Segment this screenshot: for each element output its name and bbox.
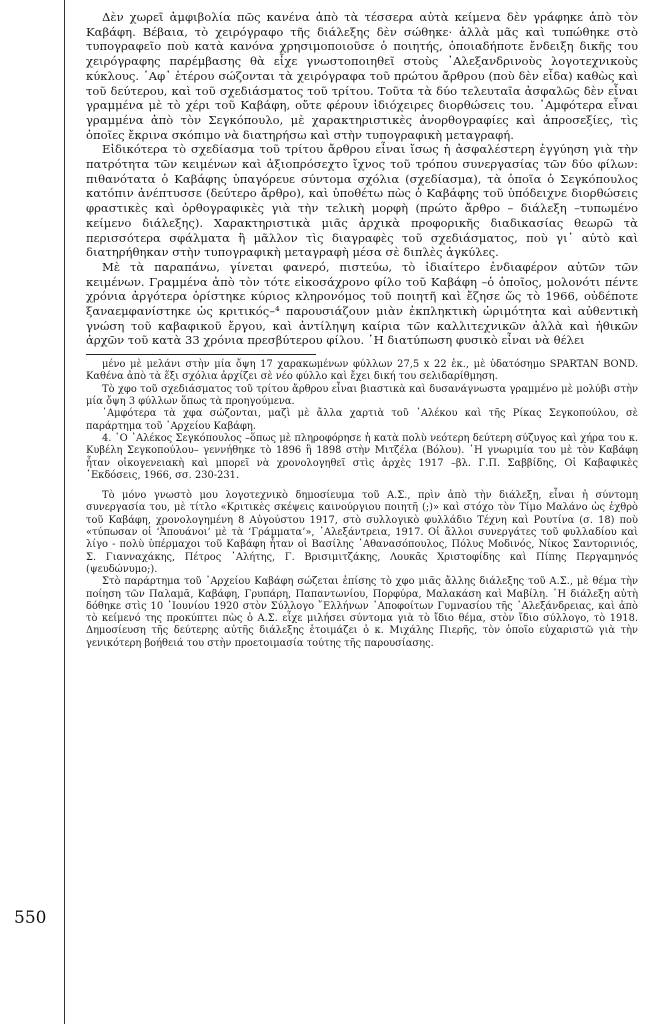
footnotes: [86, 359, 638, 650]
main-paragraph: Εἰδικότερα τὸ σχεδίασμα τοῦ τρίτου ἄρθρου εἶναι ἴσως ἡ ἀσφαλέστερη ἐγγύηση γιὰ τὴν πατρότητα τῶν κειμένων καὶ ἀξιοπρόσεχτο ἴχνος τοῦ τρόπου συνεργασίας τῶν δύο φίλων: πιθανότατα ὁ Καβάφης ὑπαγόρευε σύντομα σχόλια (σχεδίασμα), τὰ ὁποῖα ὁ Σεγκόπουλος κατόπιν ἀνέπτυσσε (δεύτερο ἄρθρο), καὶ ὑποθέτω πὼς ὁ Καβάφης τοῦ ὑπόδειχνε διορθώσεις φραστικὲς καὶ ὀρθογραφικὲς γιὰ τὴν τελικὴ μορφὴ (πρώτο ἄρθρο – διάλεξη –τυπωμένο κείμενο διάλεξης). Χαρακτηριστικὰ μιᾶς ἀρχικὰ προφορικῆς διαδικασίας θεωρῶ τὰ περισσότερα σφάλματα ἢ μᾶλλον τὶς διαγραφὲς τοῦ σχεδιάσματος, ποὺ γι᾿ αὐτὸ καὶ διατηρήθηκαν στὴν τυπογραφικὴ μεταγραφὴ μέσα σὲ διπλὲς ἀγκύλες.: [86, 142, 638, 260]
footnote-divider: [86, 354, 316, 355]
page-content: [86, 10, 638, 650]
main-paragraph: Δὲν χωρεῖ ἀμφιβολία πῶς κανένα ἀπὸ τὰ τέσσερα αὐτὰ κείμενα δὲν γράφηκε ἀπὸ τὸν Καβάφη. Βέβαια, τὸ χειρόγραφο τῆς διάλεξης δὲν σώθηκε· ἀλλὰ μᾶς καὶ τυπώθηκε στὸ τυπογραφεῖο ποὺ κατὰ κανόνα χρησιμοποιοῦσε ὁ ποιητής, ὁποιαδήποτε ἔνδειξη δικῆς του χειρόγραφης παρέμβασης θὰ εἶχε γνωστοποιηθεῖ στοὺς ᾿Αλεξανδρινοὺς λογοτεχνικοὺς κύκλους. ᾿Αφ᾿ ἑτέρου σώζονται τὰ χειρόγραφα τοῦ πρώτου ἄρθρου (ποὺ δὲν εἶδα) καθὼς καὶ τοῦ δεύτερου, καὶ τοῦ σχεδιάσματος τοῦ τρίτου. Τοῦτα τὰ δύο τελευταῖα ἀσφαλῶς δὲν εἶναι γραμμένα μὲ τὸ χέρι τοῦ Καβάφη, οὔτε φέρουν ἰδιόχειρες διορθώσεις του. ᾿Αμφότερα εἶναι γραμμένα ἀπὸ τὸν Σεγκόπουλο, μὲ χαρακτηριστικὲς ἀνορθογραφίες καὶ ἀπροσεξίες, τὶς ὁποῖες ἔκρινα σκόπιμο νὰ διατηρήσω καὶ στὴν τυπογραφικὴ μεταγραφή.: [86, 10, 638, 142]
main-text: [86, 10, 638, 348]
footnote-4: 4. ῾Ο ᾿Αλέκος Σεγκόπουλος –ὅπως μὲ πληροφόρησε ἡ κατὰ πολὺ νεότερη δεύτερη σύζυγος καὶ χήρα του κ. Κυβέλη Σεγκοπούλου– γεννήθηκε τὸ 1896 ἢ 1898 στὴν Μιτζέλα (Βόλου). ῾Η γνωριμία του μὲ τὸν Καβάφη ἦταν οἰκογενειακὴ καὶ μπορεῖ νὰ χρονολογηθεῖ στὶς ἀρχὲς 1917 –βλ. Γ.Π. Σαββίδης, Οἱ Καβαφικὲς ᾿Εκδόσεις, 1966, σσ. 230-231.: [86, 432, 638, 481]
footnote: ᾿Αμφότερα τὰ χφα σώζονται, μαζὶ μὲ ἄλλα χαρτιὰ τοῦ ᾿Αλέκου καὶ τῆς Ρίκας Σεγκοπούλου, σὲ παράρτημα τοῦ ᾿Αρχείου Καβάφη.: [86, 408, 638, 432]
page-number: 550: [14, 908, 47, 928]
footnote: Τὸ μόνο γνωστὸ μου λογοτεχνικὸ δημοσίευμα τοῦ Α.Σ., πρὶν ἀπὸ τὴν διάλεξη, εἶναι ἡ σύντομη συνεργασία του, μὲ τίτλο «Κριτικὲς σκέψεις καινούργιου ποιητῆ (;)» καὶ στόχο τὸν Τίμο Μαλάνο ὡς ἐχθρὸ τοῦ Καβάφη, χρονολογημένη 8 Αὐγούστου 1917, στὸ συλλογικὸ φυλλάδιο Τέχνη καὶ Ρουτίνα (σ. 18) ποὺ «τύπωσαν οἱ ‘Ἀπουάνοι’ μὲ τὰ ‘Γράμματα’», ᾿Αλεξάντρεια, 1917. Οἱ ἄλλοι συνεργάτες τοῦ φυλλαδίου καὶ λίγο - πολὺ ὑπέρμαχοι τοῦ Καβάφη ἦταν οἱ Βασίλης ᾿Αθανασόπουλος, Πόλυς Μοδινός, Νίκος Σαντορινιός, Σ. Γιανναχάκης, Πέτρος ᾿Αλήτης, Γ. Βρισιμιτζάκης, Λουκᾶς Χριστοφίδης καὶ Πίπης Περγαμηνός (ψευδώνυμο;).: [86, 490, 638, 575]
footnote: Στὸ παράρτημα τοῦ ᾿Αρχείου Καβάφη σώζεται ἐπίσης τὸ χφο μιᾶς ἄλλης διάλεξης τοῦ Α.Σ., μὲ θέμα τὴν ποίηση τῶν Παλαμᾶ, Καβάφη, Γρυπάρη, Παπαντωνίου, Πορφύρα, Μαλακάση καὶ Μαβίλη. ῾Η διάλεξη αὐτὴ δόθηκε στὶς 10 ᾿Ιουνίου 1920 στὸν Σύλλογο ῞Ελλήνων ᾿Αποφοίτων Γυμνασίου τῆς ᾿Αλεξάνδρειας, καὶ ἀπὸ τὸ κείμενό της προκύπτει πὼς ὁ Α.Σ. εἶχε μιλήσει σύντομα γιὰ τὸ ἴδιο θέμα, στὸν ἴδιο σύλλογο, τὸ 1918. Δημοσίευση τῆς δεύτερης αὐτῆς διάλεξης ἑτοιμάζει ὁ κ. Μιχάλης Πιερῆς, τὸν ὁποῖο εὐχαριστῶ γιὰ τὴν γενικότερη βοήθειά του στὴν προετοιμασία τούτης τῆς παρουσίασης.: [86, 576, 638, 649]
main-paragraph: Μὲ τὰ παραπάνω, γίνεται φανερό, πιστεύω, τὸ ἰδιαίτερο ἐνδιαφέρον αὐτῶν τῶν κειμένων. Γραμμένα ἀπὸ τὸν τότε εἰκοσάχρονο φίλο τοῦ Καβάφη –ὁ ὁποῖος, μολονότι πέντε χρόνια ἀργότερα ὁρίστηκε κύριος κληρονόμος τοῦ ποιητῆ καὶ ἔζησε ὥς τὸ 1966, οὐδέποτε ξαναεμφανίστηκε ὡς κριτικός–⁴ παρουσιάζουν μιὰν ἐκπληκτικὴ ὡριμότητα καὶ αὐθεντικὴ γνώση τοῦ καβαφικοῦ ἔργου, καὶ ἀντίληψη καίρια τῶν καλλιτεχνικῶν ἀλλὰ καὶ ἠθικῶν ἀρχῶν τοῦ κατὰ 33 χρόνια πρεσβύτερου φίλου. ῾Η διατύπωση φυσικὸ εἶναι νὰ θέλει: [86, 259, 638, 348]
binding-rule-line: [64, 0, 65, 1024]
footnote: Τὸ χφο τοῦ σχεδιάσματος τοῦ τρίτου ἄρθρου εἶναι βιαστικὰ καὶ δυσανάγνωστα γραμμένο μὲ μολύβι στὴν μία ὄψη 3 φύλλων ὅπως τὰ προηγούμενα.: [86, 383, 638, 408]
footnote-continuation: μένο μὲ μελάνι στὴν μία ὄψη 17 χαρακωμένων φύλλων 27,5 x 22 ἑκ., μὲ ὑδατόσημο SPARTAN BOND. Καθένα ἀπὸ τὰ ἕξι σχόλια ἀρχίζει σὲ νέο φύλλο καὶ ἔχει δική του σελιδαρίθμηση.: [86, 359, 638, 383]
